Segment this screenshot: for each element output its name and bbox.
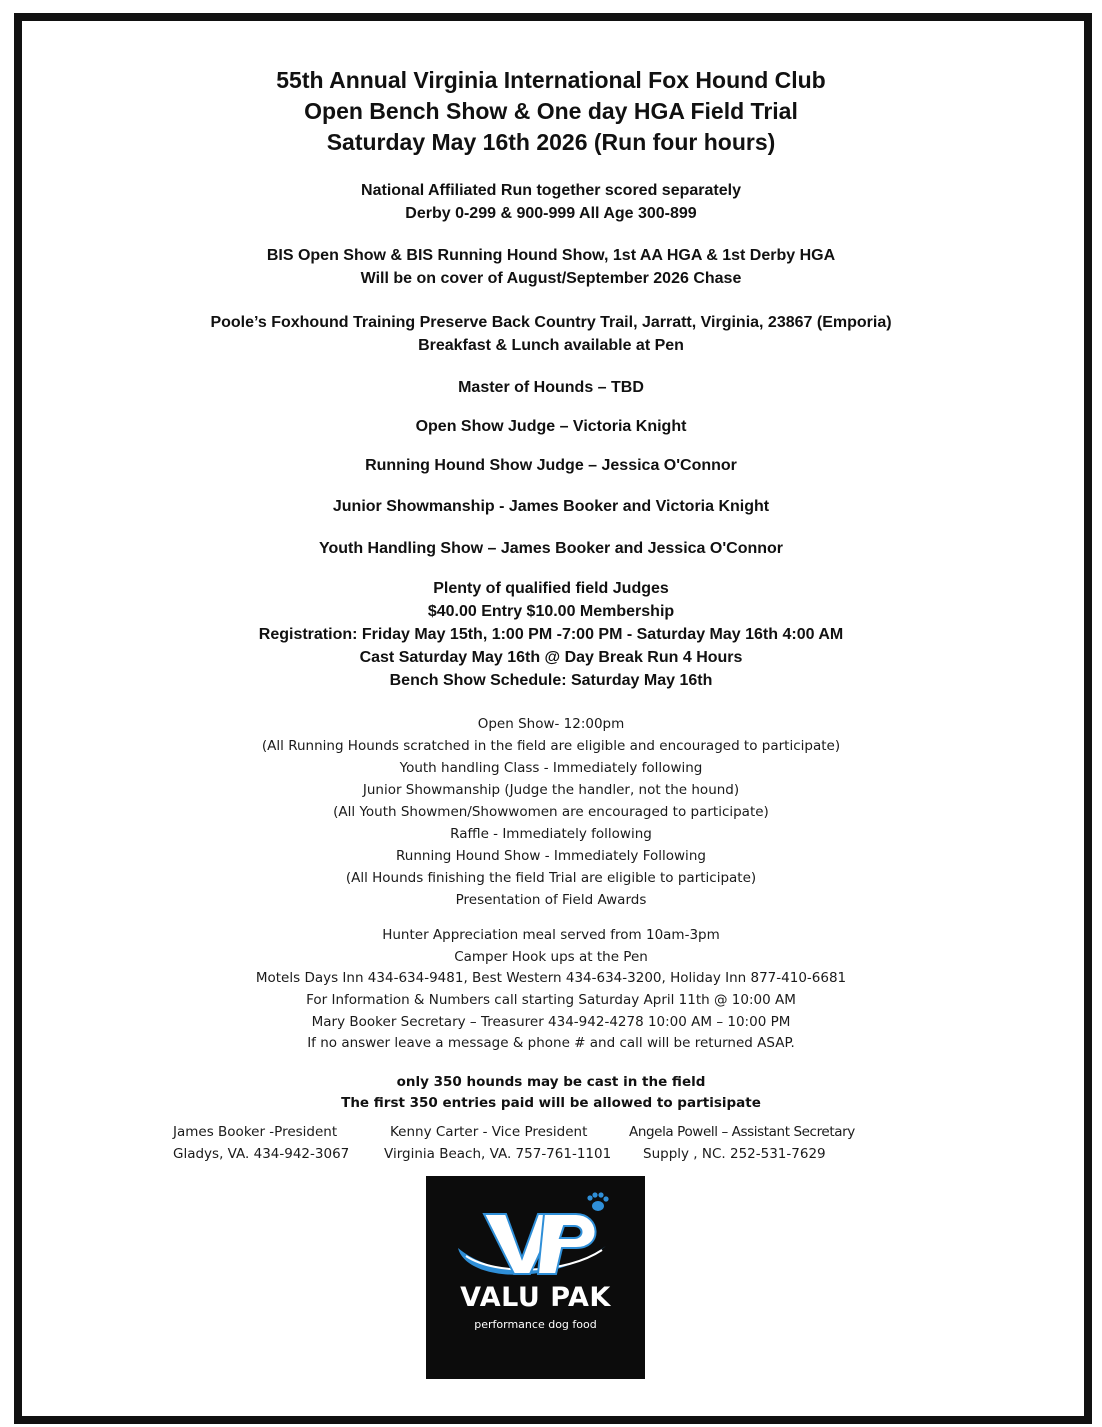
cover-note: Will be on cover of August/September 2026 Chase <box>360 270 742 287</box>
cast-limit: only 350 hounds may be cast in the field <box>396 1074 706 1090</box>
schedule-item: (All Running Hounds scratched in the field are eligible and encouraged to participate) <box>261 738 841 754</box>
schedule-item: (All Hounds finishing the field Trial are eligible to participate) <box>345 870 757 886</box>
age-groups: Derby 0-299 & 900-999 All Age 300-899 <box>405 205 697 222</box>
officer-name: James Booker -President <box>173 1124 338 1140</box>
officer-detail: Supply , NC. 252-531-7629 <box>643 1146 826 1162</box>
event-date: Saturday May 16th 2026 (Run four hours) <box>326 129 776 155</box>
cast-time: Cast Saturday May 16th @ Day Break Run 4 Hours <box>359 649 743 666</box>
extra-info: For Information & Numbers call starting Saturday April 11th @ 10:00 AM <box>306 992 796 1008</box>
officer-name: Kenny Carter - Vice President <box>390 1124 588 1140</box>
running-hound-judge: Running Hound Show Judge – Jessica O'Connor <box>365 457 737 474</box>
master-of-hounds: Master of Hounds – TBD <box>458 379 644 396</box>
officer-detail: Gladys, VA. 434-942-3067 <box>173 1146 350 1162</box>
bis-awards: BIS Open Show & BIS Running Hound Show, 1st AA HGA & 1st Derby HGA <box>266 247 836 264</box>
schedule-item: Open Show- 12:00pm <box>477 716 625 732</box>
paw-print-icon <box>587 1192 608 1211</box>
food-note: Breakfast & Lunch available at Pen <box>418 337 684 354</box>
valu-pak-logo <box>426 1176 645 1379</box>
bench-schedule: Bench Show Schedule: Saturday May 16th <box>389 672 713 689</box>
field-judges: Plenty of qualified field Judges <box>433 580 669 597</box>
national-affiliation: National Affiliated Run together scored separately <box>361 182 741 199</box>
officer-detail: Virginia Beach, VA. 757-761-1101 <box>384 1146 612 1162</box>
extra-info: Hunter Appreciation meal served from 10am-3pm <box>382 927 720 943</box>
location: Poole’s Foxhound Training Preserve Back Country Trail, Jarratt, Virginia, 23867 (Emporia) <box>210 314 892 331</box>
registration: Registration: Friday May 15th, 1:00 PM -7:00 PM - Saturday May 16th 4:00 AM <box>258 626 844 643</box>
event-title: 55th Annual Virginia International Fox Hound Club <box>276 67 826 93</box>
youth-handling: Youth Handling Show – James Booker and Jessica O'Connor <box>318 540 784 557</box>
schedule-item: Youth handling Class - Immediately following <box>399 760 703 776</box>
schedule-item: (All Youth Showmen/Showwomen are encouraged to participate) <box>333 804 769 820</box>
extra-info: Motels Days Inn 434-634-9481, Best Western 434-634-3200, Holiday Inn 877-410-6681 <box>255 970 847 986</box>
officer-name: Angela Powell – Assistant Secretary <box>629 1124 855 1140</box>
schedule-item: Running Hound Show - Immediately Following <box>396 848 706 864</box>
junior-showmanship: Junior Showmanship - James Booker and Victoria Knight <box>332 498 770 515</box>
open-show-judge: Open Show Judge – Victoria Knight <box>415 418 687 435</box>
extra-info: Mary Booker Secretary – Treasurer 434-942-4278 10:00 AM – 10:00 PM <box>311 1014 791 1030</box>
brand-name: VALU PAK <box>460 1282 611 1313</box>
entry-fees: $40.00 Entry $10.00 Membership <box>427 603 675 620</box>
entry-limit: The first 350 entries paid will be allowed to partisipate <box>341 1095 761 1111</box>
schedule-item: Raffle - Immediately following <box>450 826 652 842</box>
schedule-item: Presentation of Field Awards <box>455 892 647 908</box>
vp-monogram-graphic <box>426 1176 645 1379</box>
extra-info: Camper Hook ups at the Pen <box>454 949 648 965</box>
brand-tagline: performance dog food <box>474 1318 597 1331</box>
schedule-item: Junior Showmanship (Judge the handler, not the hound) <box>362 782 740 798</box>
event-subtitle: Open Bench Show & One day HGA Field Trial <box>304 98 798 124</box>
extra-info: If no answer leave a message & phone # and call will be returned ASAP. <box>307 1035 795 1051</box>
